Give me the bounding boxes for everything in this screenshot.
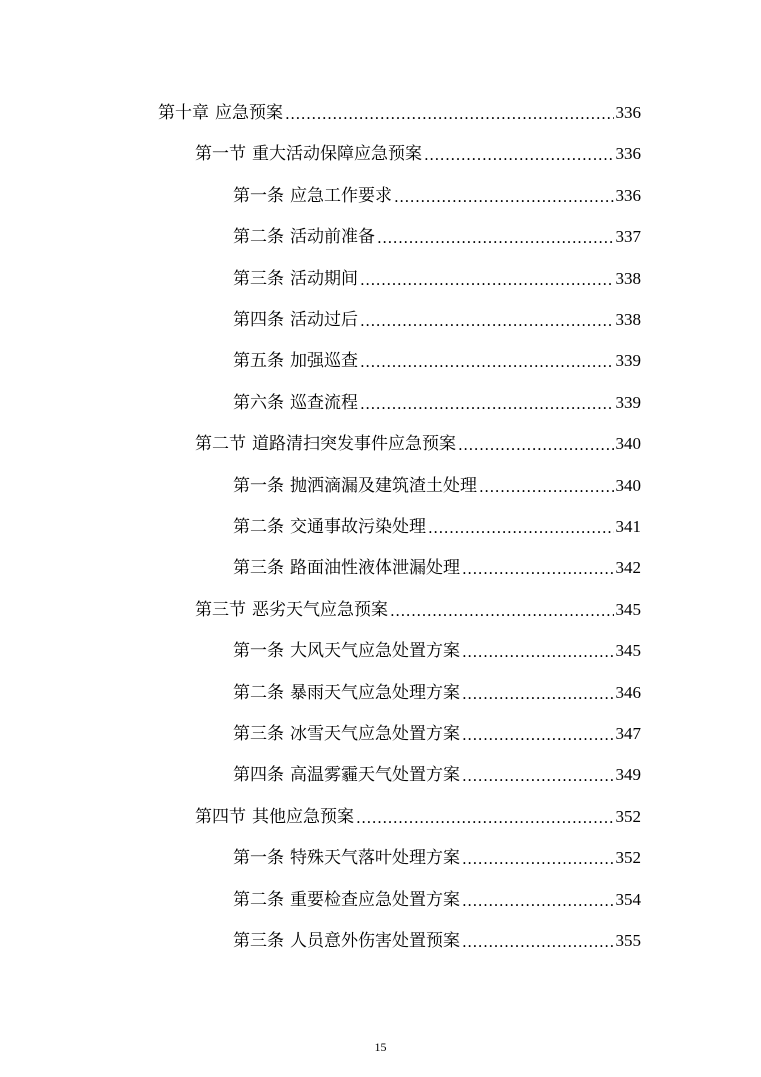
- toc-article-entry: [233, 342, 641, 372]
- toc-entry-title: [233, 350, 358, 372]
- toc-page-number: 354: [615, 889, 641, 909]
- toc-entry-text: 道路清扫突发事件应急预案: [252, 434, 456, 455]
- toc-article-entry: [233, 260, 641, 290]
- toc-entry-title: [233, 764, 460, 786]
- toc-entry-text: 应急工作要求: [290, 185, 392, 206]
- toc-entry-title: [233, 640, 460, 662]
- toc-dot-leader: [462, 557, 614, 579]
- toc-entry-text: 冰雪天气应急处置方案: [290, 724, 460, 744]
- toc-entry-title: [233, 847, 460, 869]
- toc-page-number: 349: [615, 765, 641, 785]
- toc-dot-leader: [462, 847, 614, 869]
- toc-entry-title: [233, 723, 460, 745]
- toc-section-entry: [195, 798, 641, 828]
- toc-article-entry: [233, 922, 641, 952]
- toc-entry-number: 第四条: [233, 310, 284, 330]
- toc-section-entry: [195, 591, 641, 621]
- toc-entry-text: 应急预案: [215, 103, 283, 123]
- toc-entry-number: 第三节: [195, 599, 246, 620]
- toc-entry-title: [233, 557, 460, 579]
- toc-chapter-entry: [158, 94, 641, 124]
- toc-page-number: 338: [615, 268, 641, 288]
- toc-entry-title: [233, 475, 477, 497]
- toc-dot-leader: [428, 516, 614, 538]
- toc-entry-text: 重大活动保障应急预案: [252, 144, 422, 165]
- toc-entry-text: 恶劣天气应急预案: [252, 599, 388, 620]
- toc-article-entry: [233, 715, 641, 745]
- toc-page-number: 345: [615, 641, 641, 661]
- toc-entry-text: 路面油性液体泄漏处理: [290, 558, 460, 579]
- toc-entry-number: 第五条: [233, 351, 284, 372]
- toc-entry-number: 第一节: [195, 144, 246, 165]
- toc-entry-number: 第二条: [233, 682, 284, 703]
- toc-entry-text: 巡查流程: [290, 392, 358, 413]
- toc-dot-leader: [360, 350, 614, 372]
- toc-entry-text: 重要检查应急处置方案: [290, 889, 460, 910]
- toc-entry-text: 其他应急预案: [252, 806, 354, 827]
- toc-dot-leader: [394, 185, 614, 207]
- toc-article-entry: [233, 839, 641, 869]
- toc-entry-title: [233, 185, 392, 207]
- toc-page-number: 340: [615, 475, 641, 495]
- toc-dot-leader: [462, 723, 614, 745]
- toc-dot-leader: [285, 102, 614, 124]
- toc-article-entry: [233, 384, 641, 414]
- toc-article-entry: [233, 177, 641, 207]
- toc-dot-leader: [390, 599, 614, 621]
- toc-entry-number: 第二条: [233, 517, 284, 537]
- toc-article-entry: [233, 549, 641, 579]
- toc-dot-leader: [462, 764, 614, 786]
- toc-page-number: 341: [615, 517, 641, 536]
- toc-entry-title: [195, 143, 422, 165]
- toc-article-entry: [233, 301, 641, 331]
- toc-dot-leader: [360, 268, 614, 290]
- toc-dot-leader: [462, 640, 614, 662]
- toc-dot-leader: [360, 392, 614, 414]
- toc-article-entry: [233, 467, 641, 497]
- toc-entry-number: 第二条: [233, 227, 284, 248]
- toc-entry-text: 交通事故污染处理: [290, 517, 426, 537]
- toc-entry-title: [233, 889, 460, 911]
- toc-section-entry: [195, 425, 641, 455]
- toc-entry-number: 第四节: [195, 806, 246, 827]
- toc-page-number: 345: [615, 599, 641, 619]
- toc-entry-number: 第十章: [158, 103, 209, 123]
- toc-page-number: 337: [615, 227, 641, 247]
- toc-entry-title: [233, 682, 460, 704]
- toc-entry-number: 第二条: [233, 889, 284, 910]
- toc-page-number: 339: [615, 351, 641, 371]
- toc-entry-text: 大风天气应急处置方案: [290, 641, 460, 662]
- toc-entry-title: [233, 516, 426, 538]
- toc-entry-title: [158, 102, 283, 124]
- page-number: 15: [374, 1040, 387, 1054]
- toc-article-entry: [233, 218, 641, 248]
- toc-page-number: 352: [615, 806, 641, 826]
- toc-article-entry: [233, 881, 641, 911]
- toc-page-number: 355: [615, 931, 641, 950]
- toc-entry-text: 抛洒滴漏及建筑渣土处理: [290, 475, 477, 496]
- toc-entry-number: 第四条: [233, 765, 284, 786]
- toc-entry-text: 活动过后: [290, 310, 358, 330]
- toc-entry-number: 第三条: [233, 268, 284, 289]
- toc-page-number: 338: [615, 310, 641, 329]
- toc-dot-leader: [462, 930, 614, 952]
- toc-entry-number: 第一条: [233, 848, 284, 869]
- toc-page-number: 336: [615, 185, 641, 205]
- toc-entry-number: 第一条: [233, 641, 284, 662]
- toc-page-number: 340: [615, 434, 641, 454]
- toc-page-number: 352: [615, 848, 641, 868]
- toc-page-number: 342: [615, 558, 641, 578]
- toc-entry-number: 第六条: [233, 392, 284, 413]
- toc-entry-text: 高温雾霾天气处置方案: [290, 765, 460, 786]
- toc-article-entry: [233, 508, 641, 538]
- toc-entry-title: [233, 268, 358, 290]
- toc-entry-number: 第三条: [233, 931, 284, 951]
- toc-dot-leader: [356, 806, 614, 828]
- toc-entry-text: 加强巡查: [290, 351, 358, 372]
- toc-entry-number: 第二节: [195, 434, 246, 455]
- toc-entry-text: 暴雨天气应急处理方案: [290, 682, 460, 703]
- toc-page-number: 339: [615, 392, 641, 412]
- toc-entry-text: 活动期间: [290, 268, 358, 289]
- toc-dot-leader: [458, 433, 614, 455]
- toc-article-entry: [233, 632, 641, 662]
- toc-entry-number: 第三条: [233, 724, 284, 744]
- toc-dot-leader: [479, 475, 614, 497]
- toc-page-number: 336: [615, 144, 641, 164]
- toc-entry-number: 第一条: [233, 475, 284, 496]
- toc-entry-number: 第一条: [233, 185, 284, 206]
- toc-entry-text: 活动前准备: [290, 227, 375, 248]
- toc-dot-leader: [424, 143, 614, 165]
- toc-entry-title: [233, 226, 375, 248]
- toc-entry-title: [195, 599, 388, 621]
- toc-page-number: 346: [615, 682, 641, 702]
- toc-section-entry: [195, 135, 641, 165]
- toc-entry-title: [195, 433, 456, 455]
- toc-dot-leader: [462, 889, 614, 911]
- toc-article-entry: [233, 674, 641, 704]
- toc-entry-title: [233, 392, 358, 414]
- toc-dot-leader: [377, 226, 614, 248]
- toc-dot-leader: [360, 309, 614, 331]
- toc-entry-text: 人员意外伤害处置预案: [290, 931, 460, 951]
- toc-entry-text: 特殊天气落叶处理方案: [290, 848, 460, 869]
- toc-entry-title: [195, 806, 354, 828]
- toc-page-number: 347: [615, 724, 641, 743]
- toc-article-entry: [233, 756, 641, 786]
- toc-entry-title: [233, 930, 460, 952]
- toc-dot-leader: [462, 682, 614, 704]
- toc-entry-title: [233, 309, 358, 331]
- toc-entry-number: 第三条: [233, 558, 284, 579]
- toc-page-number: 336: [615, 103, 641, 122]
